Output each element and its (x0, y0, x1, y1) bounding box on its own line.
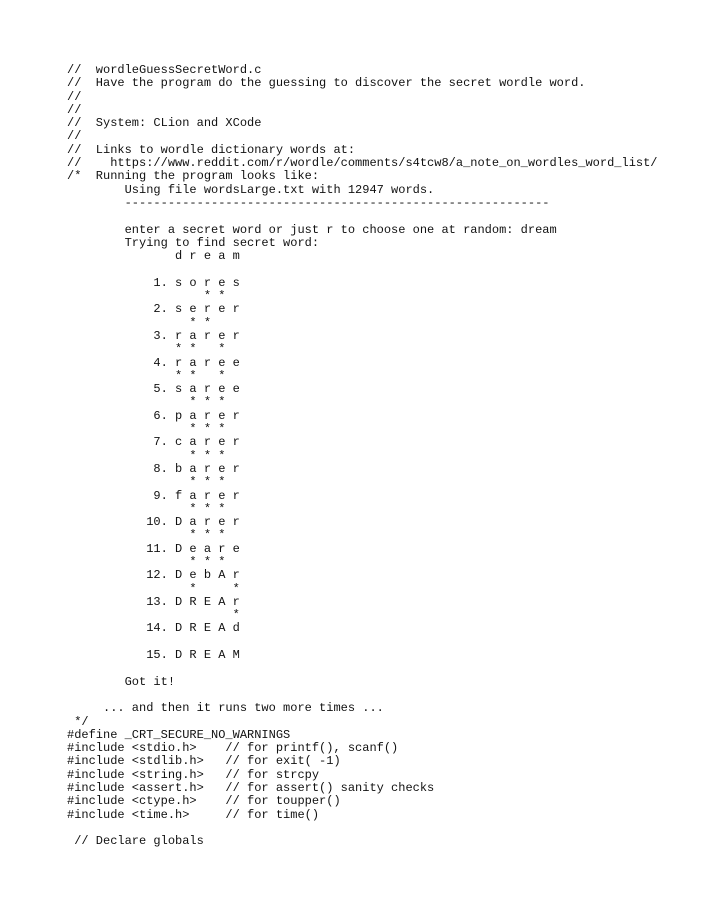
code-line: * * * (67, 422, 226, 437)
code-line: 2. s e r e r (67, 302, 240, 317)
code-line: * * (67, 315, 212, 330)
code-line (67, 263, 707, 276)
code-line: // Links to wordle dictionary words at: (67, 142, 356, 157)
code-line: // (67, 129, 82, 144)
code-line: 12. D e b A r (67, 568, 240, 583)
code-line: ----------------------------------------------------------- (67, 195, 550, 210)
code-line: 13. D R E A r (67, 594, 240, 609)
code-line: * * * (67, 528, 226, 543)
code-line: * * * (67, 395, 226, 410)
code-line: /* Running the program looks like: (67, 169, 320, 184)
code-line: // https://www.reddit.com/r/wordle/comments/s4tcw8/a_note_on_wordles_word_list/ (67, 156, 658, 171)
code-line: 6. p a r e r (67, 408, 240, 423)
code-line: */ (67, 714, 89, 729)
code-line: #include <ctype.h> // for toupper() (67, 794, 341, 809)
code-line: 5. s a r e e (67, 382, 240, 397)
code-line: 7. c a r e r (67, 435, 240, 450)
code-line: #define _CRT_SECURE_NO_WARNINGS (67, 727, 291, 742)
code-line: 15. D R E A M (67, 648, 240, 663)
code-line: #include <time.h> // for time() (67, 807, 320, 822)
code-line (67, 822, 707, 835)
code-line: Using file wordsLarge.txt with 12947 words. (67, 182, 435, 197)
code-line: // (67, 89, 82, 104)
code-line: #include <stdlib.h> // for exit( -1) (67, 754, 341, 769)
code-line: 8. b a r e r (67, 461, 240, 476)
code-line: * * * (67, 475, 226, 490)
code-line (67, 689, 707, 702)
code-line: 11. D e a r e (67, 541, 240, 556)
code-line: // Declare globals (67, 834, 204, 849)
code-line: * * * (67, 368, 226, 383)
code-line: 4. r a r e e (67, 355, 240, 370)
code-line: 3. r a r e r (67, 328, 240, 343)
code-line: 1. s o r e s (67, 275, 240, 290)
code-line: * (67, 608, 240, 623)
code-line: 10. D a r e r (67, 515, 240, 530)
code-line: #include <assert.h> // for assert() sanity checks (67, 781, 435, 796)
source-code-listing (67, 64, 707, 849)
code-line: * * * (67, 342, 226, 357)
code-line (67, 210, 707, 223)
code-line: * * (67, 581, 240, 596)
code-line: * * * (67, 554, 226, 569)
code-line: enter a secret word or just r to choose one at random: dream (67, 222, 557, 237)
code-line: Got it! (67, 674, 176, 689)
code-line: #include <string.h> // for strcpy (67, 767, 320, 782)
code-line: // Have the program do the guessing to discover the secret wordle word. (67, 76, 586, 91)
code-line: Trying to find secret word: (67, 235, 320, 250)
code-line: #include <stdio.h> // for printf(), scanf() (67, 741, 399, 756)
code-line: // System: CLion and XCode (67, 116, 262, 131)
code-line: * * * (67, 448, 226, 463)
code-line: * * * (67, 501, 226, 516)
code-line: ... and then it runs two more times ... (67, 701, 384, 716)
code-line: * * (67, 289, 226, 304)
code-line: // wordleGuessSecretWord.c (67, 63, 262, 77)
code-line (67, 636, 707, 649)
code-line: 9. f a r e r (67, 488, 240, 503)
code-line: // (67, 102, 82, 117)
code-line: d r e a m (67, 249, 240, 264)
code-line: 14. D R E A d (67, 621, 240, 636)
code-line (67, 662, 707, 675)
